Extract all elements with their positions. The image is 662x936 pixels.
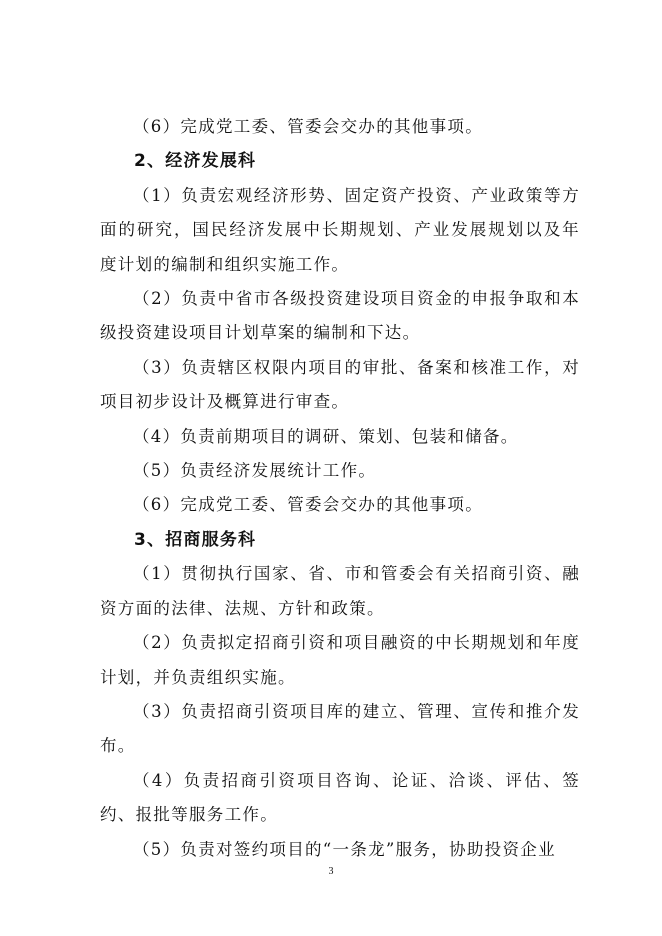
paragraph: （6）完成党工委、管委会交办的其他事项。	[133, 117, 483, 136]
paragraph: （6）完成党工委、管委会交办的其他事项。	[133, 495, 483, 515]
paragraph: （1）贯彻执行国家、省、市和管委会有关招商引资、融资方面的法律、法规、方针和政策。	[100, 564, 580, 618]
section-heading: 2、经济发展科	[134, 151, 257, 172]
paragraph: （2）负责拟定招商引资和项目融资的中长期规划和年度计划，并负责组织实施。	[100, 633, 580, 687]
page-number: 3	[328, 866, 334, 877]
section-heading: 3、招商服务科	[134, 529, 257, 550]
paragraph: （2）负责中省市各级投资建设项目资金的申报争取和本级投资建设项目计划草案的编制和下达。	[100, 289, 580, 343]
paragraph: （5）负责经济发展统计工作。	[133, 461, 377, 481]
document-body	[100, 110, 580, 867]
paragraph: （5）负责对签约项目的“一条龙”服务，协助投资企业	[133, 839, 556, 859]
paragraph: （4）负责前期项目的调研、策划、包装和储备。	[133, 426, 519, 446]
paragraph: （4）负责招商引资项目咨询、论证、洽谈、评估、签约、报批等服务工作。	[100, 770, 580, 825]
paragraph: （3）负责辖区权限内项目的审批、备案和核准工作，对项目初步设计及概算进行审查。	[100, 357, 580, 412]
paragraph: （3）负责招商引资项目库的建立、管理、宣传和推介发布。	[100, 701, 580, 756]
paragraph: （1）负责宏观经济形势、固定资产投资、产业政策等方面的研究，国民经济发展中长期规划、产业发展规划以及年度计划的编制和组织实施工作。	[100, 185, 580, 274]
